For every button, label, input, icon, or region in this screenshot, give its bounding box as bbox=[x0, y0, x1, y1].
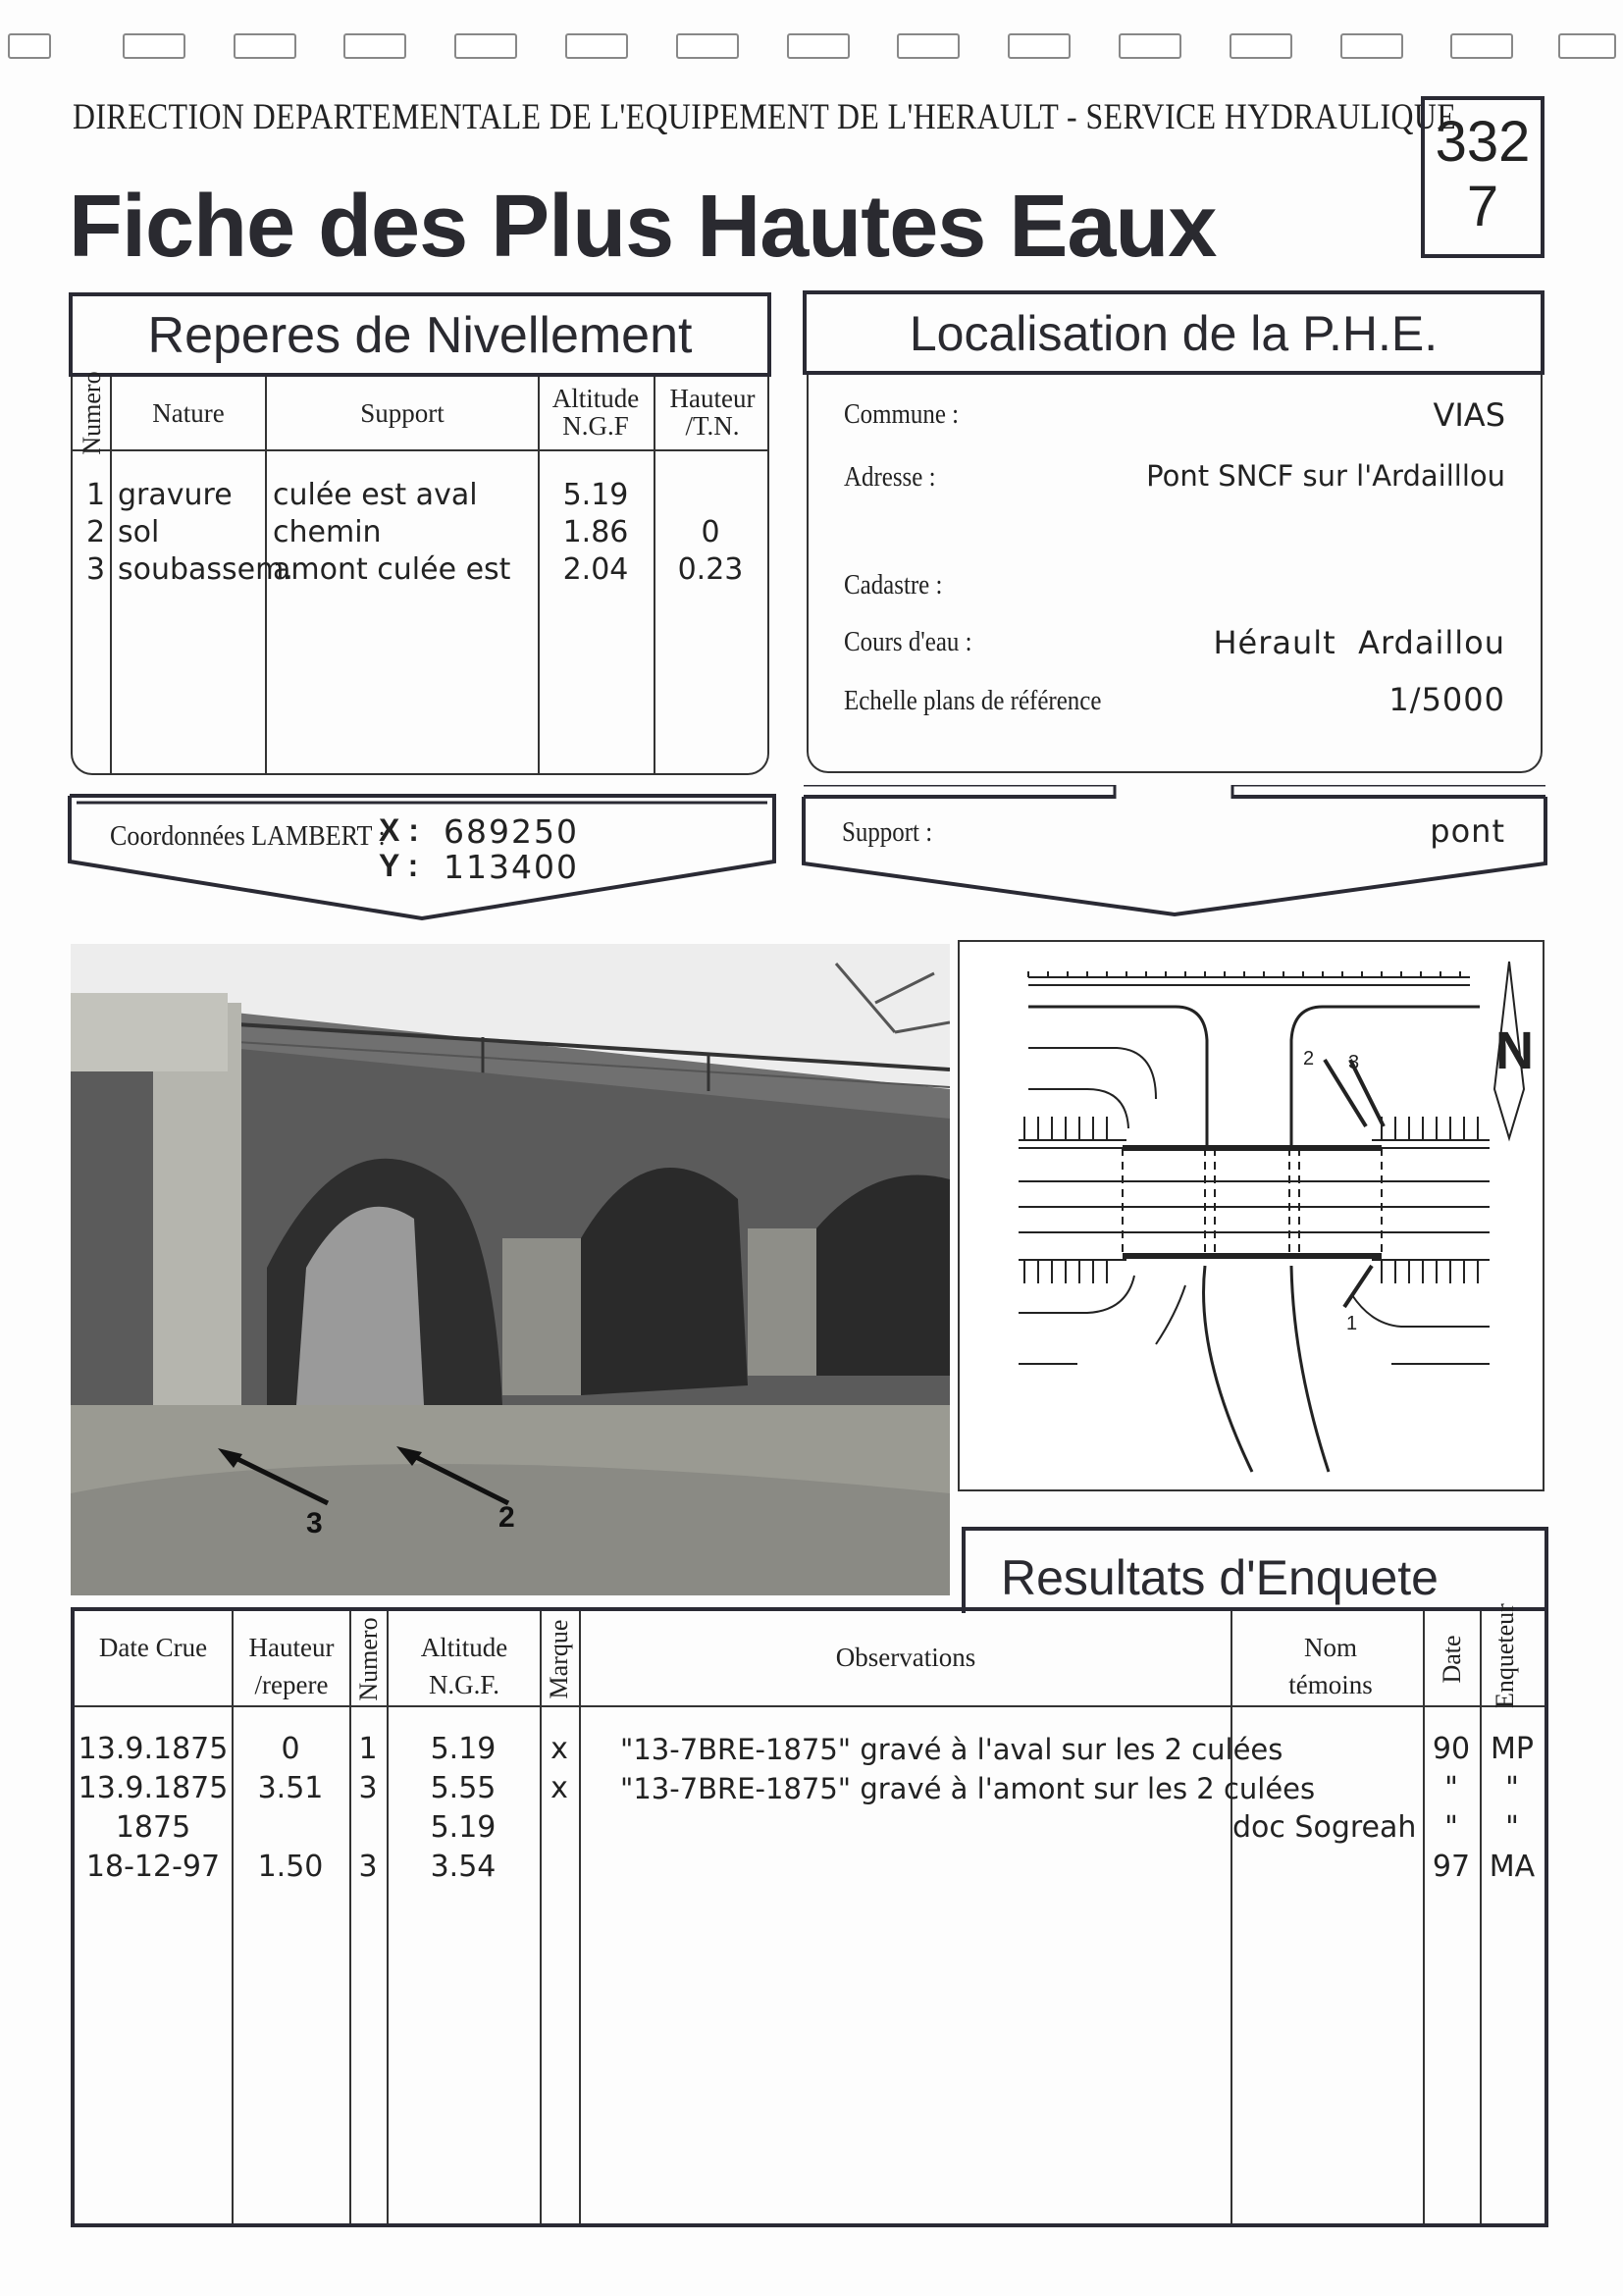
col-nom-temoins: Nom témoins bbox=[1288, 1633, 1373, 1699]
col-hauteur: Hauteur /T.N. bbox=[669, 384, 756, 441]
commune-value: VIAS bbox=[1433, 396, 1505, 434]
col-numero: Numero bbox=[78, 371, 106, 455]
punch-hole bbox=[565, 33, 628, 59]
col-numero: Numero bbox=[354, 1617, 383, 1701]
col-altitude-ngf: Altitude N.G.F. bbox=[420, 1633, 508, 1699]
punch-hole bbox=[234, 33, 296, 59]
photo-marker-3: 3 bbox=[306, 1507, 323, 1539]
table-row: 18-12-97 1.50 3 3.54 97 MA bbox=[85, 1850, 1536, 1884]
lambert-arrow-frame bbox=[67, 793, 777, 922]
y-value: 113400 bbox=[444, 848, 579, 886]
punch-hole bbox=[454, 33, 517, 59]
commune-label: Commune : bbox=[844, 398, 960, 430]
punch-hole bbox=[1230, 33, 1292, 59]
reperes-table bbox=[71, 371, 769, 775]
plan-mark-1: 1 bbox=[1346, 1313, 1358, 1334]
col-hauteur-repere: Hauteur /repere bbox=[248, 1633, 335, 1699]
table-row: 1 gravure culée est aval 5.19 bbox=[86, 478, 629, 512]
plan-mark-3: 3 bbox=[1348, 1052, 1360, 1073]
punch-hole bbox=[1008, 33, 1071, 59]
punch-hole bbox=[343, 33, 406, 59]
echelle-label: Echelle plans de référence bbox=[844, 685, 1102, 716]
punch-hole bbox=[1558, 33, 1616, 59]
x-label: X : bbox=[379, 812, 419, 848]
punch-hole bbox=[1340, 33, 1403, 59]
y-label: Y : bbox=[379, 848, 419, 883]
col-date: Date bbox=[1438, 1635, 1466, 1684]
x-value: 689250 bbox=[444, 812, 579, 851]
punch-hole bbox=[676, 33, 739, 59]
resultats-table bbox=[71, 1603, 1548, 2227]
resultats-rows bbox=[75, 1731, 1544, 1888]
punch-hole bbox=[8, 33, 51, 59]
localisation-title: Localisation de la P.H.E. bbox=[909, 306, 1439, 361]
punch-hole bbox=[897, 33, 960, 59]
col-support: Support bbox=[360, 398, 445, 428]
table-row: 2 sol chemin 1.86 0 bbox=[86, 515, 720, 549]
bridge-photo bbox=[71, 944, 950, 1595]
site-plan bbox=[958, 940, 1544, 1491]
col-nature: Nature bbox=[152, 398, 225, 428]
col-observations: Observations bbox=[835, 1643, 976, 1672]
support-arrow-frame bbox=[801, 785, 1548, 918]
echelle-value: 1/5000 bbox=[1388, 681, 1505, 718]
page-title: Fiche des Plus Hautes Eaux bbox=[69, 178, 1217, 276]
localisation-title-box bbox=[803, 290, 1544, 375]
punch-hole bbox=[123, 33, 185, 59]
resultats-title-box bbox=[962, 1527, 1548, 1613]
resultats-title: Resultats d'Enquete bbox=[1001, 1550, 1439, 1605]
cadastre-label: Cadastre : bbox=[844, 569, 943, 600]
bridge-illustration bbox=[71, 944, 950, 1595]
localisation-panel bbox=[807, 375, 1543, 773]
support-label: Support : bbox=[842, 816, 933, 848]
code-box bbox=[1421, 96, 1544, 258]
reperes-title: Reperes de Nivellement bbox=[147, 307, 693, 364]
col-enqueteur: Enqueteur bbox=[1491, 1603, 1519, 1708]
adresse-value: Pont SNCF sur l'Ardailllou bbox=[1146, 459, 1505, 493]
north-label: N bbox=[1495, 1021, 1534, 1080]
reperes-rows bbox=[73, 477, 767, 589]
col-date-crue: Date Crue bbox=[98, 1633, 208, 1662]
table-row: 13.9.1875 3.51 3 5.55 x "13-7BRE-1875" gravé à l'amont sur les 2 culées " " bbox=[78, 1771, 1519, 1805]
table-row: 13.9.1875 0 1 5.19 x "13-7BRE-1875" gravé à l'aval sur les 2 culées 90 MP bbox=[78, 1732, 1534, 1766]
reperes-title-box bbox=[69, 292, 771, 377]
table-row: 1875 5.19 doc Sogreah " " bbox=[115, 1810, 1519, 1845]
col-altitude: Altitude N.G.F bbox=[551, 384, 640, 441]
lambert-label: Coordonnées LAMBERT : bbox=[110, 820, 386, 852]
punch-hole bbox=[1119, 33, 1181, 59]
organisation-line: DIRECTION DEPARTEMENTALE DE L'EQUIPEMENT DE L'HERAULT - SERVICE HYDRAULIQUE bbox=[73, 97, 1457, 137]
col-marque: Marque bbox=[545, 1619, 573, 1699]
cours-eau-label: Cours d'eau : bbox=[844, 626, 972, 657]
photo-marker-2: 2 bbox=[498, 1501, 515, 1534]
cours-eau-value: Hérault Ardaillou bbox=[1213, 624, 1505, 661]
support-value: pont bbox=[1430, 812, 1505, 850]
adresse-label: Adresse : bbox=[844, 461, 936, 493]
site-plan-drawing bbox=[960, 942, 1543, 1489]
table-row: 3 soubassem. amont culée est 2.04 0.23 bbox=[86, 552, 744, 587]
code-top: 332 bbox=[1435, 110, 1531, 174]
punch-hole bbox=[787, 33, 850, 59]
plan-mark-2: 2 bbox=[1303, 1048, 1315, 1070]
punch-hole bbox=[1450, 33, 1513, 59]
code-bottom: 7 bbox=[1466, 175, 1499, 238]
